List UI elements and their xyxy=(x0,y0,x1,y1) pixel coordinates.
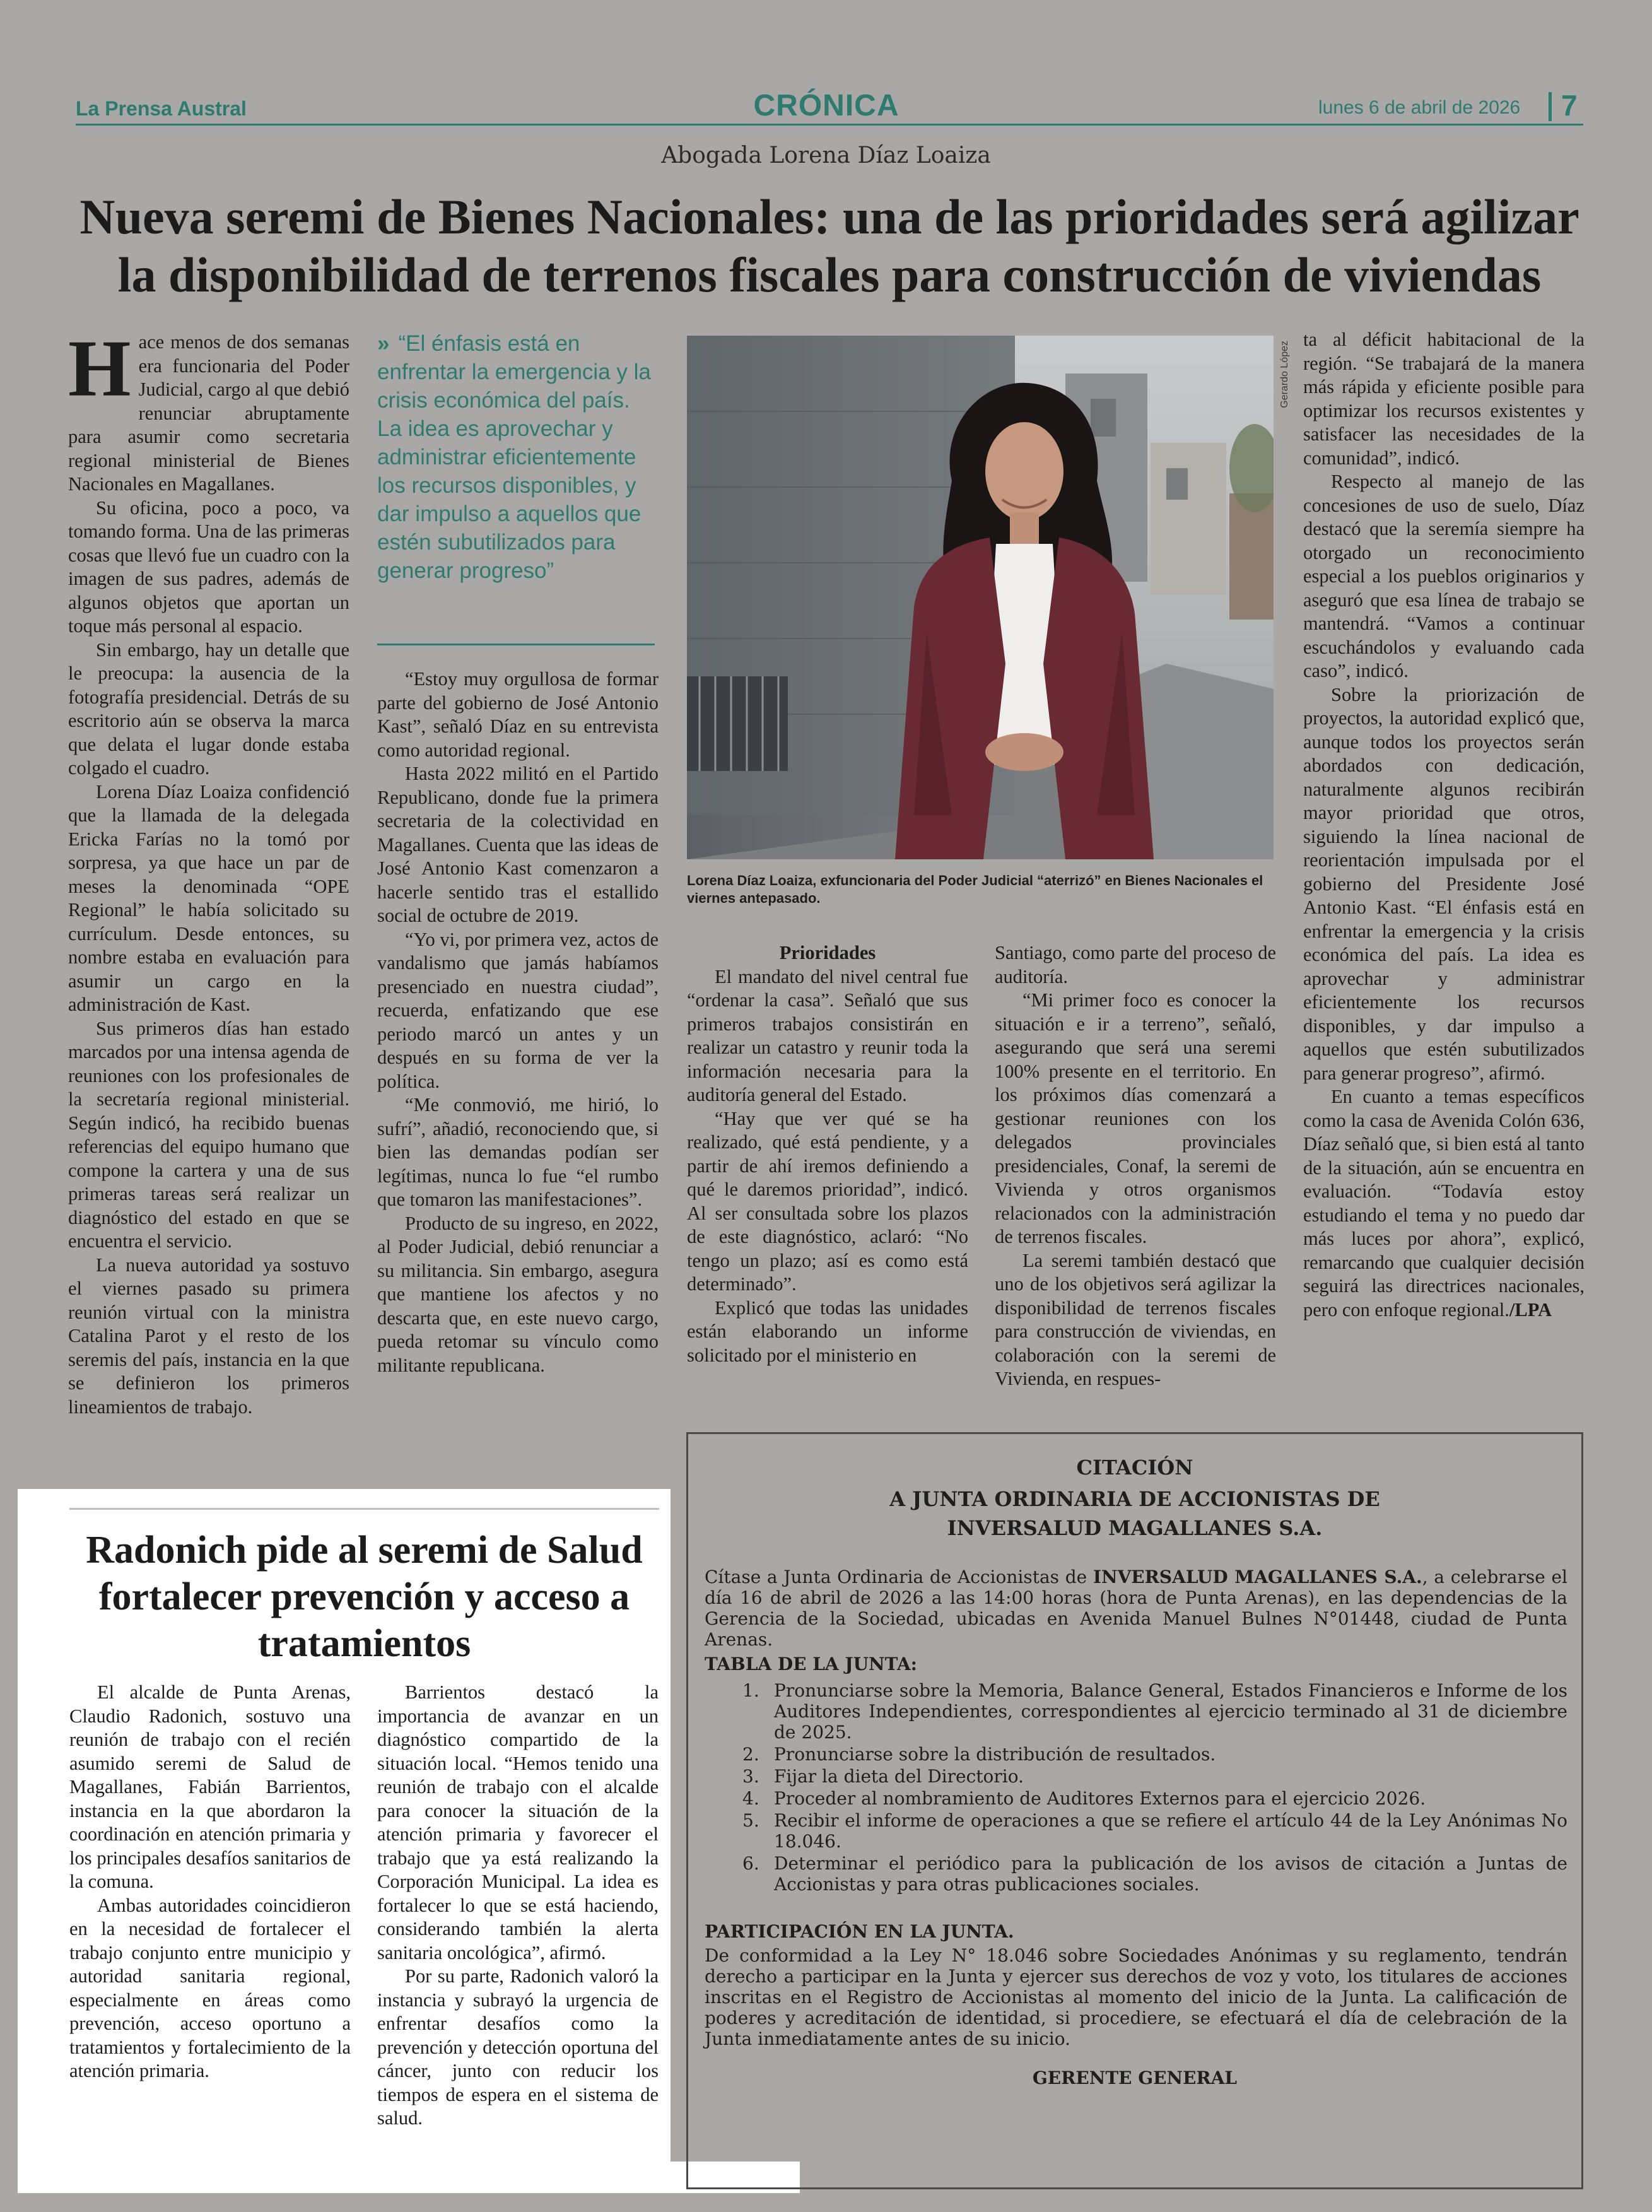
article-paragraph: ta al déficit habitacional de la región. “Se trabajará de la manera más rápida y eficiente posible para optimizar los recursos existentes y satisfacer las necesidades de la comunidad”, indicó. xyxy=(1303,329,1585,469)
brief-headline: Radonich pide al seremi de Salud fortalecer prevención y acceso a tratamientos xyxy=(86,1529,643,1665)
agenda-item: 6. Determinar el periódico para la publicación de los avisos de citación a Juntas de Accionistas y para otras publicaciones sociales. xyxy=(742,1853,1567,1895)
agenda-item: 3. Fijar la dieta del Directorio. xyxy=(742,1766,1024,1787)
article-paragraph: La nueva autoridad ya sostuvo el viernes pasado su primera reunión virtual con la ministra Catalina Parot y el resto de los seremis del país, instancia en la que se definieron los primeros lineamientos de trabajo. xyxy=(68,1254,349,1418)
brief-paragraph: Barrientos destacó la importancia de avanzar en un diagnóstico compartido de la situación local. “Hemos tenido una reunión de trabajo con el alcalde para conocer la situación de la atención primaria y favorecer el trabajo que ya está realizando la Corporación Municipal. La idea es fortalecer lo que se está haciendo, considerando también la alerta sanitaria oncológica”, afirmó. xyxy=(377,1681,659,1963)
article-paragraph: “Estoy muy orgullosa de formar parte del gobierno de José Antonio Kast”, señaló Díaz en su entrevista como autoridad regional. xyxy=(377,668,659,761)
quote-arrow-icon: » xyxy=(377,331,390,356)
article-column-2 xyxy=(377,668,659,1377)
article-paragraph: Hasta 2022 militó en el Partido Republicano, donde fue la primera secretaria de la colectividad en Magallanes. Cuenta que las ideas de José Antonio Kast comenzaron a hacerle sentido tras el estallido social de octubre de 2019. xyxy=(377,763,659,926)
article-paragraph: La seremi también destacó que uno de los objetivos será agilizar la disponibilidad de terrenos fiscales para construcción de viviendas, en colaboración con la seremi de Vivienda, en respues- xyxy=(995,1249,1276,1389)
notice-intro: Cítase a Junta Ordinaria de Accionistas de INVERSALUD MAGALLANES S.A., a celebrarse el día 16 de abril de 2026 a las 14:00 horas (hora de Punta Arenas), en las dependencias de la Gerencia de la Sociedad, ubicadas en Avenida Manuel Bulnes N°01448, ciudad de Punta Arenas. xyxy=(705,1567,1567,1650)
pull-quote-text: “El énfasis está en enfrentar la emergencia y la crisis económica del país. La idea es aprovechar y administrar eficientemente los recursos disponibles, y dar impulso a aquellos que estén subutilizados para generar progreso” xyxy=(377,331,651,583)
shareholder-notice xyxy=(686,1432,1583,2189)
brief-box-strip xyxy=(18,2162,800,2193)
article-column-1 xyxy=(68,324,349,1419)
brief-column-1 xyxy=(69,1681,351,2083)
article-paragraph: Explicó que todas las unidades están elaborando un informe solicitado por el ministerio en xyxy=(687,1297,968,1366)
notice-signature: GERENTE GENERAL xyxy=(1032,2068,1238,2088)
brief-paragraph: Ambas autoridades coincidieron en la necesidad de fortalecer el trabajo conjunto entre municipio y autoridad sanitaria regional, especialmente en áreas como prevención, acceso oportuno a tratamientos y fortalecimiento de la atención primaria. xyxy=(69,1894,351,2081)
participation-text: De conformidad a la Ley N° 18.046 sobre Sociedades Anónimas y su reglamento, tendrán derecho a participar en la Junta y ejercer sus derechos de voz y voto, los titulares de acciones inscritas en el Registro de Accionistas al momento del inicio de la Junta. La calificación de poderes y acreditación de identidad, si procediere, se efectuará el día de celebración de la Junta inmediatamente antes de su inicio. xyxy=(705,1945,1567,2049)
section-subhead: Prioridades xyxy=(779,942,876,963)
article-paragraph: Producto de su ingreso, en 2022, al Poder Judicial, debió renunciar a su militancia. Sin embargo, asegura que mantiene los afectos y no descarta que, en este nuevo cargo, pueda retomar su vínculo como militante republicana. xyxy=(377,1212,659,1376)
notice-title: CITACIÓN xyxy=(1076,1456,1193,1480)
article-paragraph: Sin embargo, hay un detalle que le preocupa: la ausencia de la fotografía presidencial. Detrás de su escritorio aún se observa la marca que delata el lugar donde estaba colgado el cuadro. xyxy=(68,638,349,779)
article-paragraph: Su oficina, poco a poco, va tomando forma. Una de las primeras cosas que llevó fue un cuadro con la imagen de sus padres, además de algunos objetos que aportan un toque más personal al espacio. xyxy=(68,497,349,637)
article-paragraph: “Yo vi, por primera vez, actos de vandalismo que jamás habíamos presenciado en nuestra ciudad”, recuerda, enfatizando que ese periodo marcó un antes y un después en su forma de ver la política. xyxy=(377,928,659,1092)
newspaper-brand: La Prensa Austral xyxy=(76,97,247,120)
article-paragraph: Lorena Díaz Loaiza confidenció que la llamada de la delegada Ericka Farías no la tomó por sorpresa, ya que hace un par de meses la denominada “OPE Regional” le había solicitado su currículum. Desde entonces, su nombre estaba en evaluación para asumir un cargo en la administración de Kast. xyxy=(68,780,349,1015)
header-divider xyxy=(1549,92,1552,121)
article-paragraph: “Mi primer foco es conocer la situación e ir a terreno”, señaló, asegurando que será una seremi 100% presente en el territorio. En los próximos días comenzará a gestionar reuniones con los delegados provinciales presidenciales, Conaf, la seremi de Vivienda y otros organismos relacionados con la administración de terrenos fiscales. xyxy=(995,989,1276,1247)
agenda-item: 4. Proceder al nombramiento de Auditores Externos para el ejercicio 2026. xyxy=(742,1788,1426,1809)
agenda-item: 2. Pronunciarse sobre la distribución de resultados. xyxy=(742,1744,1216,1765)
agenda-label: TABLA DE LA JUNTA: xyxy=(705,1654,918,1674)
article-paragraph: “Hay que ver qué se ha realizado, qué está pendiente, y a partir de ahí iremos definiendo a qué le daremos prioridad”, indicó. Al ser consultada sobre los plazos de este diagnóstico, aclaró: “No tengo un plazo; así es como está determinado”. xyxy=(687,1107,968,1295)
notice-company-name: INVERSALUD MAGALLANES S.A. xyxy=(1093,1567,1422,1587)
article-paragraph: Sobre la priorización de proyectos, la autoridad explicó que, aunque todos los proyectos serán abordados con dedicación, naturalmente algunos recibirán mayor prioridad que otros, siguiendo la línea nacional de reorientación impulsada por el gobierno del Presidente José Antonio Kast. “El énfasis está en enfrentar la emergencia y la crisis económica del país. La idea es aprovechar y administrar eficientemente los recursos disponibles, y dar impulso a aquellos que estén subutilizados para generar progreso”, afirmó. xyxy=(1303,683,1585,1084)
pull-quote xyxy=(377,329,655,585)
article-paragraph: Santiago, como parte del proceso de auditoría. xyxy=(995,942,1276,987)
issue-date: lunes 6 de abril de 2026 xyxy=(1318,97,1521,118)
article-paragraph: “Me conmovió, me hirió, lo sufrí”, añadió, reconociendo que, si bien las demandas podían ser legítimas, nunca lo fue “el rumbo que tomaron las manifestaciones”. xyxy=(377,1094,659,1210)
agenda-item: 1. Pronunciarse sobre la Memoria, Balance General, Estados Financieros e Informe de los Auditores Independientes, correspondientes al ejercicio terminado al 31 de diciembre de 2025. xyxy=(742,1680,1567,1743)
article-photo xyxy=(687,336,1274,859)
section-title: CRÓNICA xyxy=(753,89,899,122)
page-number: 7 xyxy=(1561,89,1578,122)
article-signoff: /LPA xyxy=(1509,1298,1552,1321)
brief-paragraph: Por su parte, Radonich valoró la instancia y subrayó la urgencia de enfrentar desafíos como la prevención y detección oportuna del cáncer, junto con reducir los tiempos de espera en el sistema de salud. xyxy=(377,1965,659,2129)
brief-column-2 xyxy=(377,1681,659,2131)
article-headline: Nueva seremi de Bienes Nacionales: una de las prioridades será agilizar la disponibilidad de terrenos fiscales para construcción de viviendas xyxy=(79,189,1579,302)
brief-rule xyxy=(69,1508,659,1510)
article-paragraph: Sus primeros días han estado marcados por una intensa agenda de reuniones con los profesionales de la secretaría regional ministerial. Según indicó, ha recibido buenas referencias del equipo humano que compone la cartera y una de sus primeras tareas será realizar un diagnóstico del estado en que se encuentra el servicio. xyxy=(68,1017,349,1252)
photo-caption: Lorena Díaz Loaiza, exfuncionaria del Poder Judicial “aterrizó” en Bienes Nacionales el viernes antepasado. xyxy=(687,873,1263,906)
notice-company: INVERSALUD MAGALLANES S.A. xyxy=(947,1516,1323,1540)
article-paragraph: Hace menos de dos semanas era funcionaria del Poder Judicial, cargo al que debió renunciar abruptamente para asumir como secretaria regional ministerial de Bienes Nacionales en Magallanes. xyxy=(68,324,349,495)
article-column-4 xyxy=(995,941,1276,1391)
article-paragraph: El mandato del nivel central fue “ordenar la casa”. Señaló que sus primeros trabajos consistirán en realizar un catastro y reunir toda la información necesaria para la auditoría general del Estado. xyxy=(687,965,968,1105)
agenda-list xyxy=(705,1680,1567,1896)
agenda-item: 5. Recibir el informe de operaciones a que se refiere el artículo 44 de la Ley Anónimas No 18.046. xyxy=(742,1810,1567,1852)
article-column-3 xyxy=(687,941,968,1367)
article-paragraph: Respecto al manejo de las concesiones de uso de suelo, Díaz destacó que la seremía siempre ha otorgado un reconocimiento especial a los pueblos originarios y aseguró que esa línea de trabajo se mantendrá. “Vamos a continuar escuchándolos y evaluando cada caso”, indicó. xyxy=(1303,471,1585,681)
article-kicker: Abogada Lorena Díaz Loaiza xyxy=(661,143,991,168)
portrait-illustration xyxy=(687,336,1274,859)
participation-label: PARTICIPACIÓN EN LA JUNTA. xyxy=(705,1921,1014,1942)
notice-subtitle: A JUNTA ORDINARIA DE ACCIONISTAS DE xyxy=(889,1487,1380,1511)
article-paragraph: En cuanto a temas específicos como la casa de Avenida Colón 636, Díaz señaló que, si bien está al tanto de la situación, aún se encuentra en evaluación. “Todavía estoy estudiando el tema y no puedo dar más luces por ahora”, explicó, remarcando que cualquier decisión seguirá las directrices nacionales, pero con enfoque regional./LPA xyxy=(1303,1086,1585,1321)
pull-quote-rule xyxy=(377,644,655,645)
header-rule xyxy=(76,124,1583,126)
article-column-5 xyxy=(1303,328,1585,1322)
photo-credit: Gerardo López xyxy=(1279,341,1290,408)
drop-cap: H xyxy=(68,324,131,413)
brief-paragraph: El alcalde de Punta Arenas, Claudio Radonich, sostuvo una reunión de trabajo con el recién asumido seremi de Salud de Magallanes, Fabián Barrientos, instancia en la que abordaron la coordinación en atención primaria y los principales desafíos sanitarios de la comuna. xyxy=(69,1681,351,1892)
